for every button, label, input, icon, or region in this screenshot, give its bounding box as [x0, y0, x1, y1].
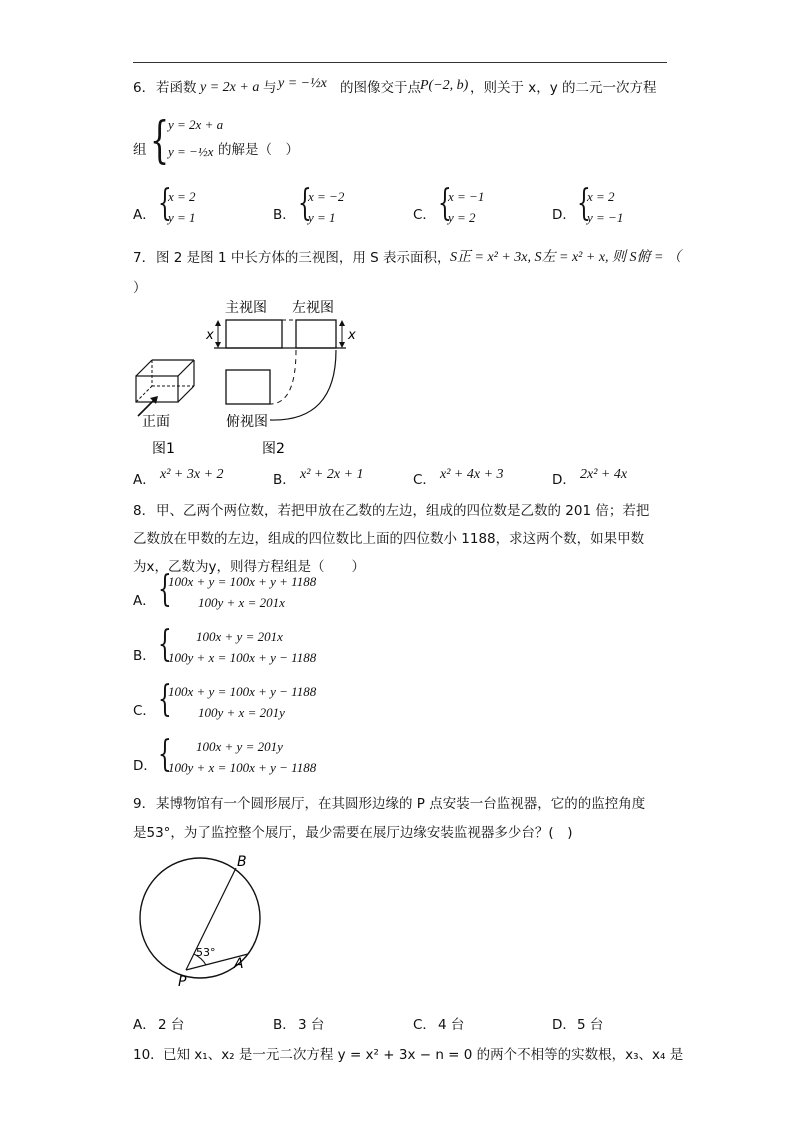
q8-option-a-brace: {: [158, 569, 172, 610]
q8-option-d-system: [168, 736, 316, 778]
q6-option-d-system: [587, 186, 623, 228]
q7-x-arrowhead-left-bottom: [215, 342, 221, 348]
q6-option-a-system: [168, 186, 196, 228]
q7-option-c-label: C．: [413, 472, 436, 488]
q6-system: [168, 114, 223, 162]
q6-point: P(−2, b): [420, 78, 469, 93]
header-rule: [133, 62, 667, 63]
q8-option-d-brace: {: [158, 734, 172, 775]
q7-option-a-value: x² + 3x + 2: [160, 467, 224, 482]
q6-option-d-eq-1: x = 2: [587, 189, 615, 204]
q6-function-2: y = −½x: [278, 76, 327, 91]
q7-close-paren: ）: [133, 280, 147, 296]
q8-option-b-eq-2: 100y + x = 100x + y − 1188: [168, 650, 317, 665]
q6-option-b-system: [308, 186, 344, 228]
q9-point-a: A: [234, 956, 244, 972]
q8-line-2: 乙数放在甲数的左边，组成的四位数比上面的四位数小 1188，求这两个数，如果甲数: [133, 531, 645, 547]
q9-angle-label: 53°: [196, 946, 216, 959]
q6-number: 6．: [133, 80, 156, 96]
q8-option-c-system: [168, 681, 316, 723]
q10-text: 已知 x₁、x₂ 是一元二次方程 y = x² + 3x − n = 0 的两个不相等的实数根，x₃、x₄ 是: [163, 1047, 684, 1063]
q9-option-a-label: A．: [133, 1017, 156, 1033]
q9-option-b-label: B．: [273, 1017, 296, 1033]
q9-option-a-value: 2 台: [158, 1017, 185, 1033]
q7-dashed-arc-inner: [270, 350, 296, 404]
q8-option-c-eq-2: 100y + x = 201y: [198, 705, 285, 720]
q7-top-view-label: 俯视图: [226, 414, 268, 430]
q8-line-1: 甲、乙两个两位数，若把甲放在乙数的左边，组成的四位数是乙数的 201 倍；若把: [156, 503, 650, 519]
q7-fig1-label: 图1: [152, 441, 175, 457]
q7-x-arrowhead-left-top: [215, 320, 221, 326]
q7-left-view-rect: [296, 320, 336, 348]
q7-x-label-left: x: [206, 328, 214, 343]
q8-option-b-label: B．: [133, 648, 156, 664]
q7-front-face-label: 正面: [142, 414, 170, 430]
q9-point-p: P: [178, 974, 187, 990]
q9-line-2: 是53°，为了监控整个展厅，最少需要在展厅边缘安装监视器多少台？( ): [133, 825, 573, 841]
q7-x-label-right: x: [348, 328, 356, 343]
q6-text-4: ，则关于 x，y 的二元一次方程: [470, 80, 657, 96]
q7-text: 图 2 是图 1 中长方体的三视图，用 S 表示面积，: [156, 250, 451, 266]
q7-option-b-value: x² + 2x + 1: [300, 467, 364, 482]
q7-front-view-label: 主视图: [225, 300, 267, 316]
q6-text-2: 与: [263, 80, 277, 96]
q6-function-1: y = 2x + a: [200, 80, 260, 95]
q7-x-arrowhead-right-top: [339, 320, 345, 326]
q7-option-d-value: 2x² + 4x: [580, 467, 628, 482]
q6-system-brace: {: [150, 111, 170, 169]
q8-option-d-eq-2: 100y + x = 100x + y − 1188: [168, 760, 317, 775]
q8-option-d-label: D．: [133, 758, 157, 774]
q6-option-a-eq-2: y = 1: [168, 210, 196, 225]
q6-option-d-eq-2: y = −1: [587, 210, 624, 225]
q8-option-b-eq-1: 100x + y = 201x: [196, 629, 283, 644]
q7-figure: [130, 298, 370, 458]
q7-left-view-label: 左视图: [292, 300, 334, 316]
q6-option-b-eq-1: x = −2: [308, 189, 345, 204]
q8-option-d-eq-1: 100x + y = 201y: [196, 739, 283, 754]
q6-option-c-eq-2: y = 2: [448, 210, 476, 225]
q7-front-view-rect: [226, 320, 282, 348]
q7-x-arrowhead-right-bottom: [339, 342, 345, 348]
q6-option-a-label: A．: [133, 207, 156, 223]
q6-option-b-brace: {: [298, 183, 312, 224]
q9-option-d-value: 5 台: [577, 1017, 604, 1033]
q8-line-3: 为x，乙数为y，则得方程组是（ ）: [133, 559, 365, 575]
q10-number: 10．: [133, 1047, 164, 1063]
q9-line-1: 某博物馆有一个圆形展厅，在其圆形边缘的 P 点安装一台监视器，它的的监控角度: [156, 796, 646, 812]
q9-option-c-label: C．: [413, 1017, 436, 1033]
q7-formula: S正 = x² + 3x, S左 = x² + x, 则 S俯 = （: [450, 250, 681, 265]
q8-option-a-eq-2: 100y + x = 201x: [198, 595, 285, 610]
q8-option-a-label: A．: [133, 593, 156, 609]
q6-text-1: 若函数: [156, 80, 197, 96]
q7-fig2-label: 图2: [262, 441, 285, 457]
q6-option-c-system: [448, 186, 484, 228]
q9-figure: [130, 852, 280, 992]
q9-option-c-value: 4 台: [438, 1017, 465, 1033]
q7-top-view-rect: [226, 370, 270, 404]
q6-text-3: 的图像交于点: [340, 80, 421, 96]
q8-option-c-eq-1: 100x + y = 100x + y − 1188: [168, 684, 317, 699]
q7-option-c-value: x² + 4x + 3: [440, 467, 504, 482]
q6-option-a-eq-1: x = 2: [168, 189, 196, 204]
q6-text-5: 组: [133, 142, 147, 158]
q8-option-a-system: [168, 571, 316, 613]
q7-arc-outer: [270, 350, 336, 420]
q9-option-d-label: D．: [552, 1017, 576, 1033]
q8-option-c-label: C．: [133, 703, 156, 719]
q8-number: 8．: [133, 503, 156, 519]
q8-option-a-eq-1: 100x + y = 100x + y + 1188: [168, 574, 317, 589]
q6-option-b-label: B．: [273, 207, 296, 223]
q6-option-d-brace: {: [577, 183, 591, 224]
q6-text-6: 的解是（ ）: [218, 142, 299, 158]
q7-cuboid: [136, 360, 194, 402]
q7-number: 7．: [133, 250, 156, 266]
q9-option-b-value: 3 台: [298, 1017, 325, 1033]
q6-option-c-label: C．: [413, 207, 436, 223]
q6-option-b-eq-2: y = 1: [308, 210, 336, 225]
q6-system-eq-2: y = −½x: [168, 144, 214, 159]
q6-option-a-brace: {: [158, 183, 172, 224]
q9-number: 9．: [133, 796, 156, 812]
q6-option-c-brace: {: [438, 183, 452, 224]
q9-point-b: B: [237, 854, 247, 870]
q6-option-d-label: D．: [552, 207, 576, 223]
q8-option-c-brace: {: [158, 679, 172, 720]
q8-option-b-system: [168, 626, 316, 668]
q6-option-c-eq-1: x = −1: [448, 189, 485, 204]
q6-system-eq-1: y = 2x + a: [168, 117, 224, 132]
q7-option-d-label: D．: [552, 472, 576, 488]
q7-option-a-label: A．: [133, 472, 156, 488]
q8-option-b-brace: {: [158, 624, 172, 665]
q7-option-b-label: B．: [273, 472, 296, 488]
